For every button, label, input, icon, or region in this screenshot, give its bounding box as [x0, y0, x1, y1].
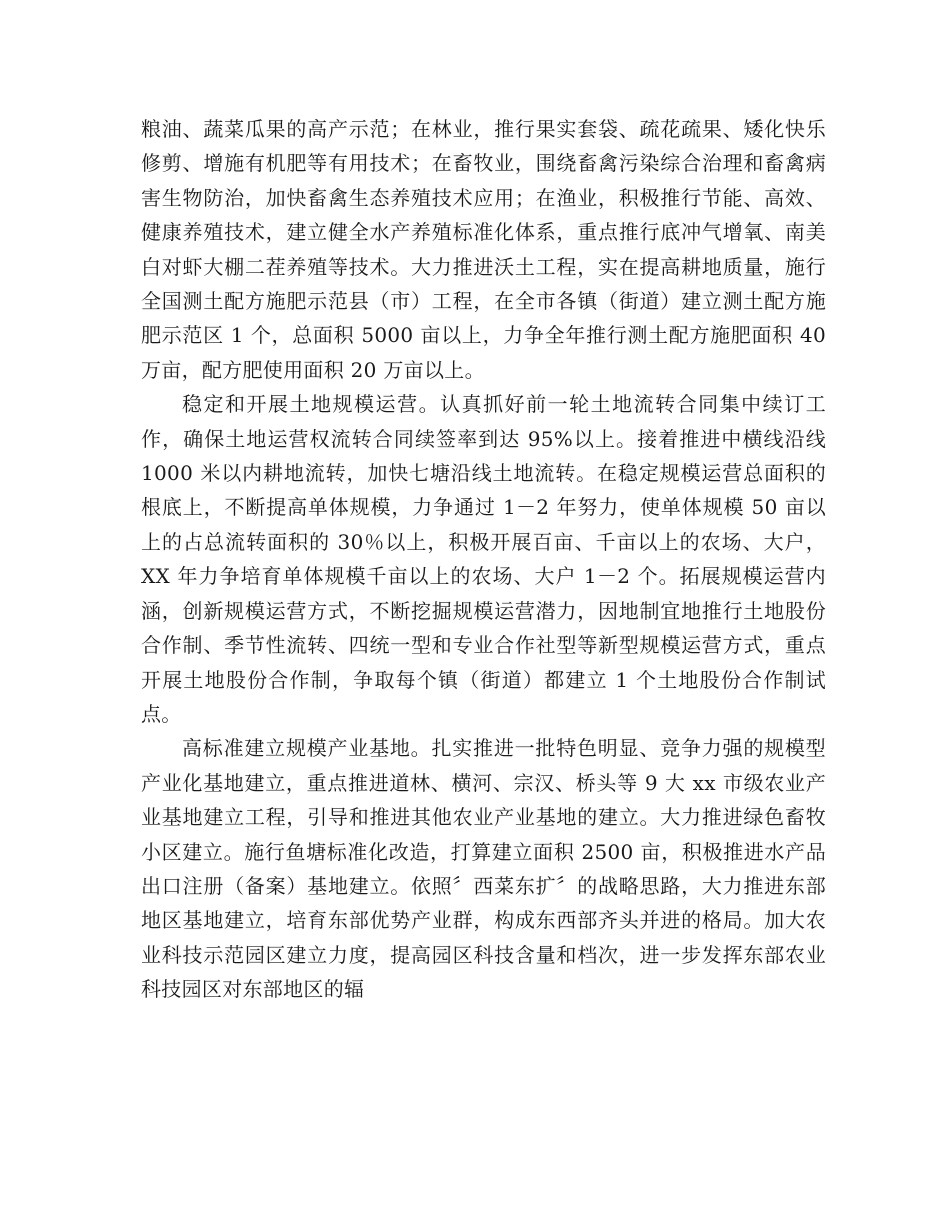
paragraph-1: 粮油、蔬菜瓜果的高产示范；在林业，推行果实套袋、疏花疏果、矮化快乐修剪、增施有机肥等有用技术；在畜牧业，围绕畜禽污染综合治理和畜禽病害生物防治，加快畜禽生态养殖技术应用；在渔业，积极推行节能、高效、健康养殖技术，建立健全水产养殖标准化体系，重点推行底冲气增氧、南美白对虾大棚二茬养殖等技术。大力推进沃土工程，实在提高耕地质量，施行全国测土配方施肥示范县（市）工程，在全市各镇（街道）建立测土配方施肥示范区 1 个，总面积 5000 亩以上，力争全年推行测土配方施肥面积 40 万亩，配方肥使用面积 20 万亩以上。 [141, 117, 826, 382]
paragraph-2: 稳定和开展土地规模运营。认真抓好前一轮土地流转合同集中续订工作，确保土地运营权流转合同续签率到达 95%以上。接着推进中横线沿线 1000 米以内耕地流转，加快七塘沿线土地流转。在稳定规模运营总面积的根底上，不断提高单体规模，力争通过 1－2 年努力，使单体规模 50 亩以上的占总流转面积的 30％以上，积极开展百亩、千亩以上的农场、大户，XX 年力争培育单体规模千亩以上的农场、大户 1－2 个。拓展规模运营内涵，创新规模运营方式，不断挖掘规模运营潜力，因地制宜地推行土地股份合作制、季节性流转、四统一型和专业合作社型等新型规模运营方式，重点开展土地股份合作制，争取每个镇（街道）都建立 1 个土地股份合作制试点。 [141, 392, 826, 726]
document-body [141, 112, 826, 1007]
paragraph-3: 高标准建立规模产业基地。扎实推进一批特色明显、竞争力强的规模型产业化基地建立，重点推进道林、横河、宗汉、桥头等 9 大 xx 市级农业产业基地建立工程，引导和推进其他农业产业基地的建立。大力推进绿色畜牧小区建立。施行鱼塘标准化改造，打算建立面积 2500 亩，积极推进水产品出口注册（备案）基地建立。依照〞西菜东扩〞的战略思路，大力推进东部地区基地建立，培育东部优势产业群，构成东西部齐头并进的格局。加大农业科技示范园区建立力度，提高园区科技含量和档次，进一步发挥东部农业科技园区对东部地区的辐 [141, 736, 826, 1002]
